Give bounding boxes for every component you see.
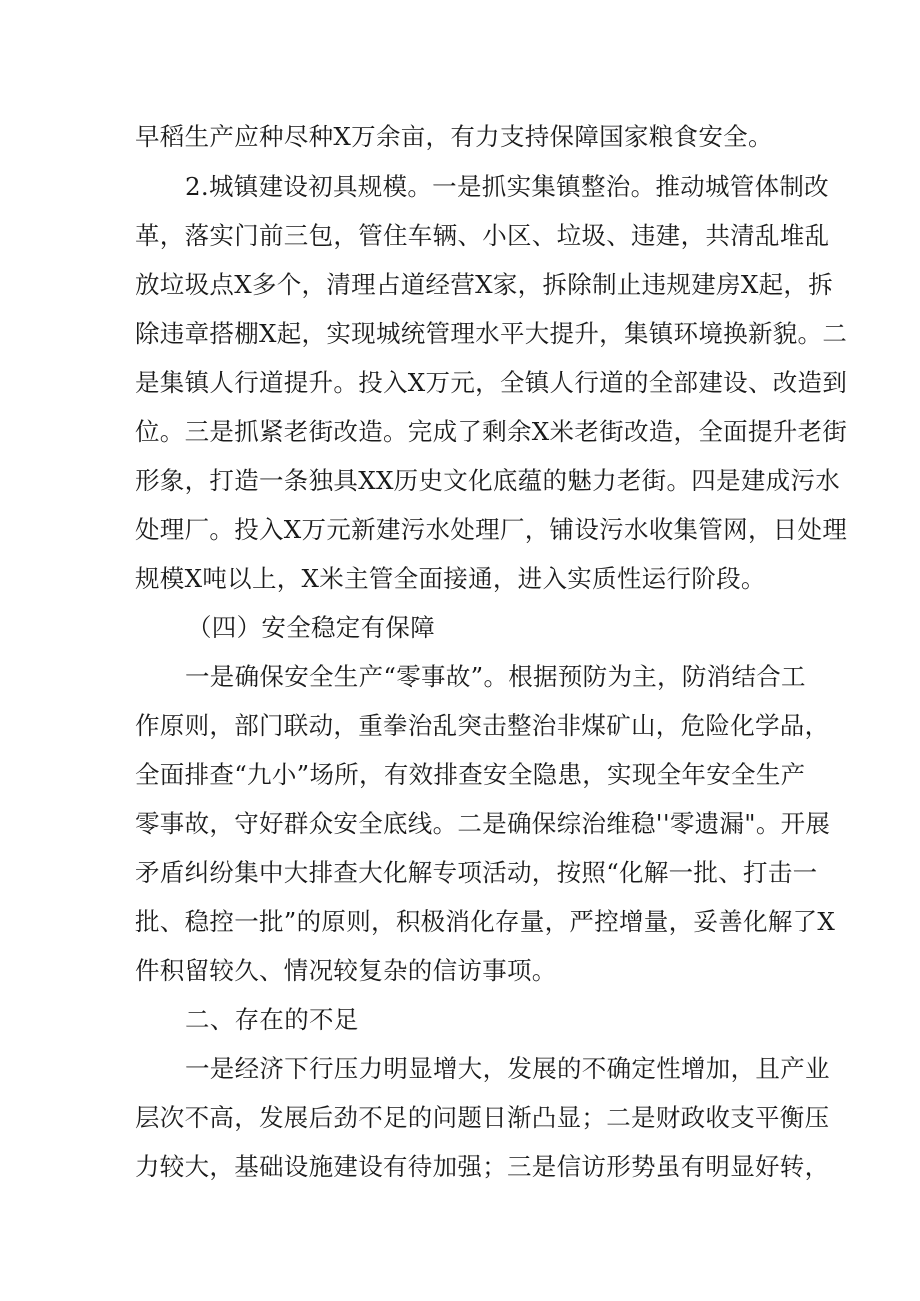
text-line: 放垃圾点X多个，清理占道经营X家，拆除制止违规建房X起，拆 [135, 270, 834, 299]
section-heading: （四）安全稳定有保障 [187, 613, 435, 642]
text-line: 矛盾纠纷集中大排查大化解专项活动，按照“化解一批、打击一 [135, 858, 818, 887]
text-line: 处理厂。投入X万元新建污水处理厂，铺设污水收集管网，日处理 [135, 515, 848, 544]
text-line: 位。三是抓紧老街改造。完成了剩余X米老街改造，全面提升老街 [135, 417, 848, 446]
text-line: 全面排查“九小”场所，有效排查安全隐患，实现全年安全生产 [135, 760, 806, 789]
text-line: 零事故，守好群众安全底线。二是确保综治维稳''零遗漏"。开展 [135, 809, 831, 838]
text-line: 一是经济下行压力明显增大，发展的不确定性增加，且产业 [185, 1054, 830, 1083]
text-line: 一是确保安全生产“零事故”。根据预防为主，防消结合工 [185, 662, 806, 691]
text-line: 批、稳控一批”的原则，积极消化存量，严控增量，妥善化解了X [135, 907, 836, 936]
text-line: 革，落实门前三包，管住车辆、小区、垃圾、违建，共清乱堆乱 [135, 221, 830, 250]
section-heading: 二、存在的不足 [185, 1005, 359, 1034]
text-line: 作原则，部门联动，重拳治乱突击整治非煤矿山，危险化学品， [135, 711, 830, 740]
text-line: 是集镇人行道提升。投入X万元，全镇人行道的全部建设、改造到 [135, 368, 848, 397]
text-line: 除违章搭棚X起，实现城统管理水平大提升，集镇环境换新貌。二 [135, 319, 848, 348]
text-line: 2.城镇建设初具规模。一是抓实集镇整治。推动城管体制改 [185, 172, 829, 201]
text-line: 层次不高，发展后劲不足的问题日渐凸显；二是财政收支平衡压 [135, 1103, 830, 1132]
text-line: 早稻生产应种尽种X万余亩，有力支持保障国家粮食安全。 [135, 122, 773, 151]
text-line: 形象，打造一条独具XX历史文化底蕴的魅力老街。四是建成污水 [135, 466, 841, 495]
text-line: 规模X吨以上，X米主管全面接通，进入实质性运行阶段。 [135, 564, 766, 593]
text-line: 力较大，基础设施建设有待加强；三是信访形势虽有明显好转， [135, 1152, 830, 1181]
text-line: 件积留较久、情况较复杂的信访事项。 [135, 956, 557, 985]
